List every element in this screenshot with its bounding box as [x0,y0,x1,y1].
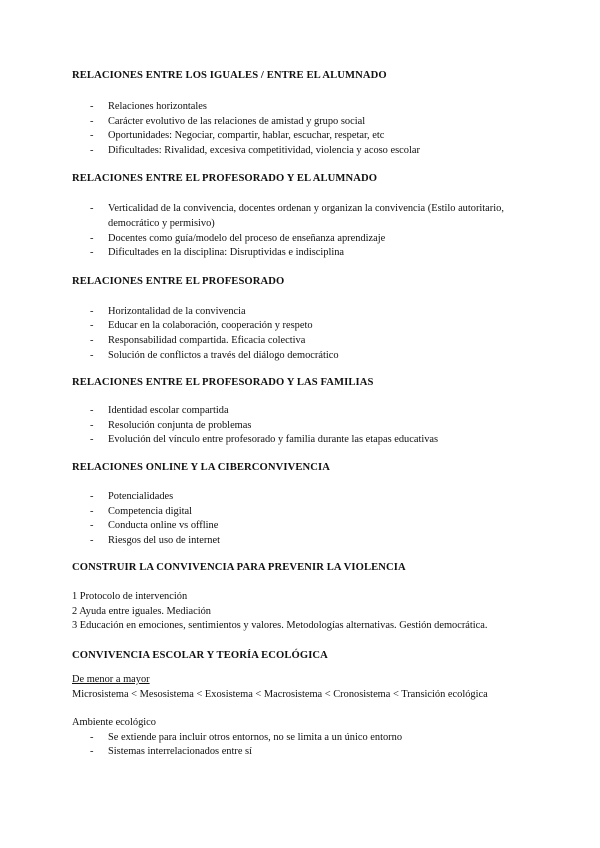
scale-label: De menor a mayor [72,674,150,686]
section-heading: RELACIONES ENTRE EL PROFESORADO Y LAS FAMILIAS [72,377,374,389]
list-item: - Dificultades en la disciplina: Disruptividas e indisciplina [90,247,345,259]
list-item: - Conducta online vs offline [90,520,219,532]
section-heading: RELACIONES ONLINE Y LA CIBERCONVIVENCIA [72,461,330,473]
list-item: - Educar en la colaboración, cooperación y respeto [90,320,313,332]
ambient-block [72,716,542,760]
document-page [72,70,542,760]
ambient-label: Ambiente ecológico [72,717,156,729]
list-item: - Carácter evolutivo de las relaciones de amistad y grupo social [90,115,366,127]
list-item: - Competencia digital [90,505,192,517]
numbered-item: 3 Educación en emociones, sentimientos y valores. Metodologías alternativas. Gestión democrática. [72,620,488,632]
section-heading: RELACIONES ENTRE EL PROFESORADO [72,275,285,287]
list-item: - Solución de conflictos a través del diálogo democrático [90,349,339,361]
section-heading: CONSTRUIR LA CONVIVENCIA PARA PREVENIR LA VIOLENCIA [72,562,406,574]
list-item: - Horizontalidad de la convivencia [90,305,246,317]
list-item: - Oportunidades: Negociar, compartir, hablar, escuchar, respetar, etc [90,130,385,142]
section-teacher-student-relations [72,173,542,260]
section-teacher-relations [72,276,542,363]
bullet-list [72,490,542,548]
list-item: - Se extiende para incluir otros entornos, no se limita a un único entorno [90,731,403,743]
bullet-list [72,731,542,760]
list-item: - Dificultades: Rivalidad, excesiva competitividad, violencia y acoso escolar [90,144,420,156]
numbered-item: 1 Protocolo de intervención [72,591,188,603]
system-scale [72,673,542,702]
list-item: - Resolución conjunta de problemas [90,419,252,431]
list-item: - Verticalidad de la convivencia, docentes ordenan y organizan la convivencia (Estilo autoritario, democrático y permisivo) [90,203,504,229]
list-item: - Responsabilidad compartida. Eficacia colectiva [90,334,306,346]
list-item: - Sistemas interrelacionados entre sí [90,746,252,758]
bullet-list [72,305,542,363]
section-online-relations [72,462,542,548]
section-violence-prevention [72,562,542,634]
scale-line: Microsistema < Mesosistema < Exosistema < Macrosistema < Cronosistema < Transición ecológica [72,688,488,700]
section-heading: RELACIONES ENTRE LOS IGUALES / ENTRE EL ALUMNADO [72,70,387,81]
numbered-item: 2 Ayuda entre iguales. Mediación [72,605,211,617]
section-teacher-family-relations [72,377,542,448]
bullet-list [72,100,542,158]
bullet-list [72,202,542,260]
bullet-list [72,404,542,448]
section-peer-relations [72,70,542,158]
list-item: - Relaciones horizontales [90,101,207,112]
numbered-list [72,590,542,634]
list-item: - Identidad escolar compartida [90,405,229,417]
list-item: - Evolución del vínculo entre profesorado y familia durante las etapas educativas [90,434,439,446]
section-heading: RELACIONES ENTRE EL PROFESORADO Y EL ALUMNADO [72,173,378,185]
list-item: - Riesgos del uso de internet [90,534,220,546]
section-heading: CONVIVENCIA ESCOLAR Y TEORÍA ECOLÓGICA [72,650,328,662]
list-item: - Docentes como guía/modelo del proceso de enseñanza aprendizaje [90,232,386,244]
list-item: - Potencialidades [90,490,174,502]
section-ecological-theory [72,650,542,760]
